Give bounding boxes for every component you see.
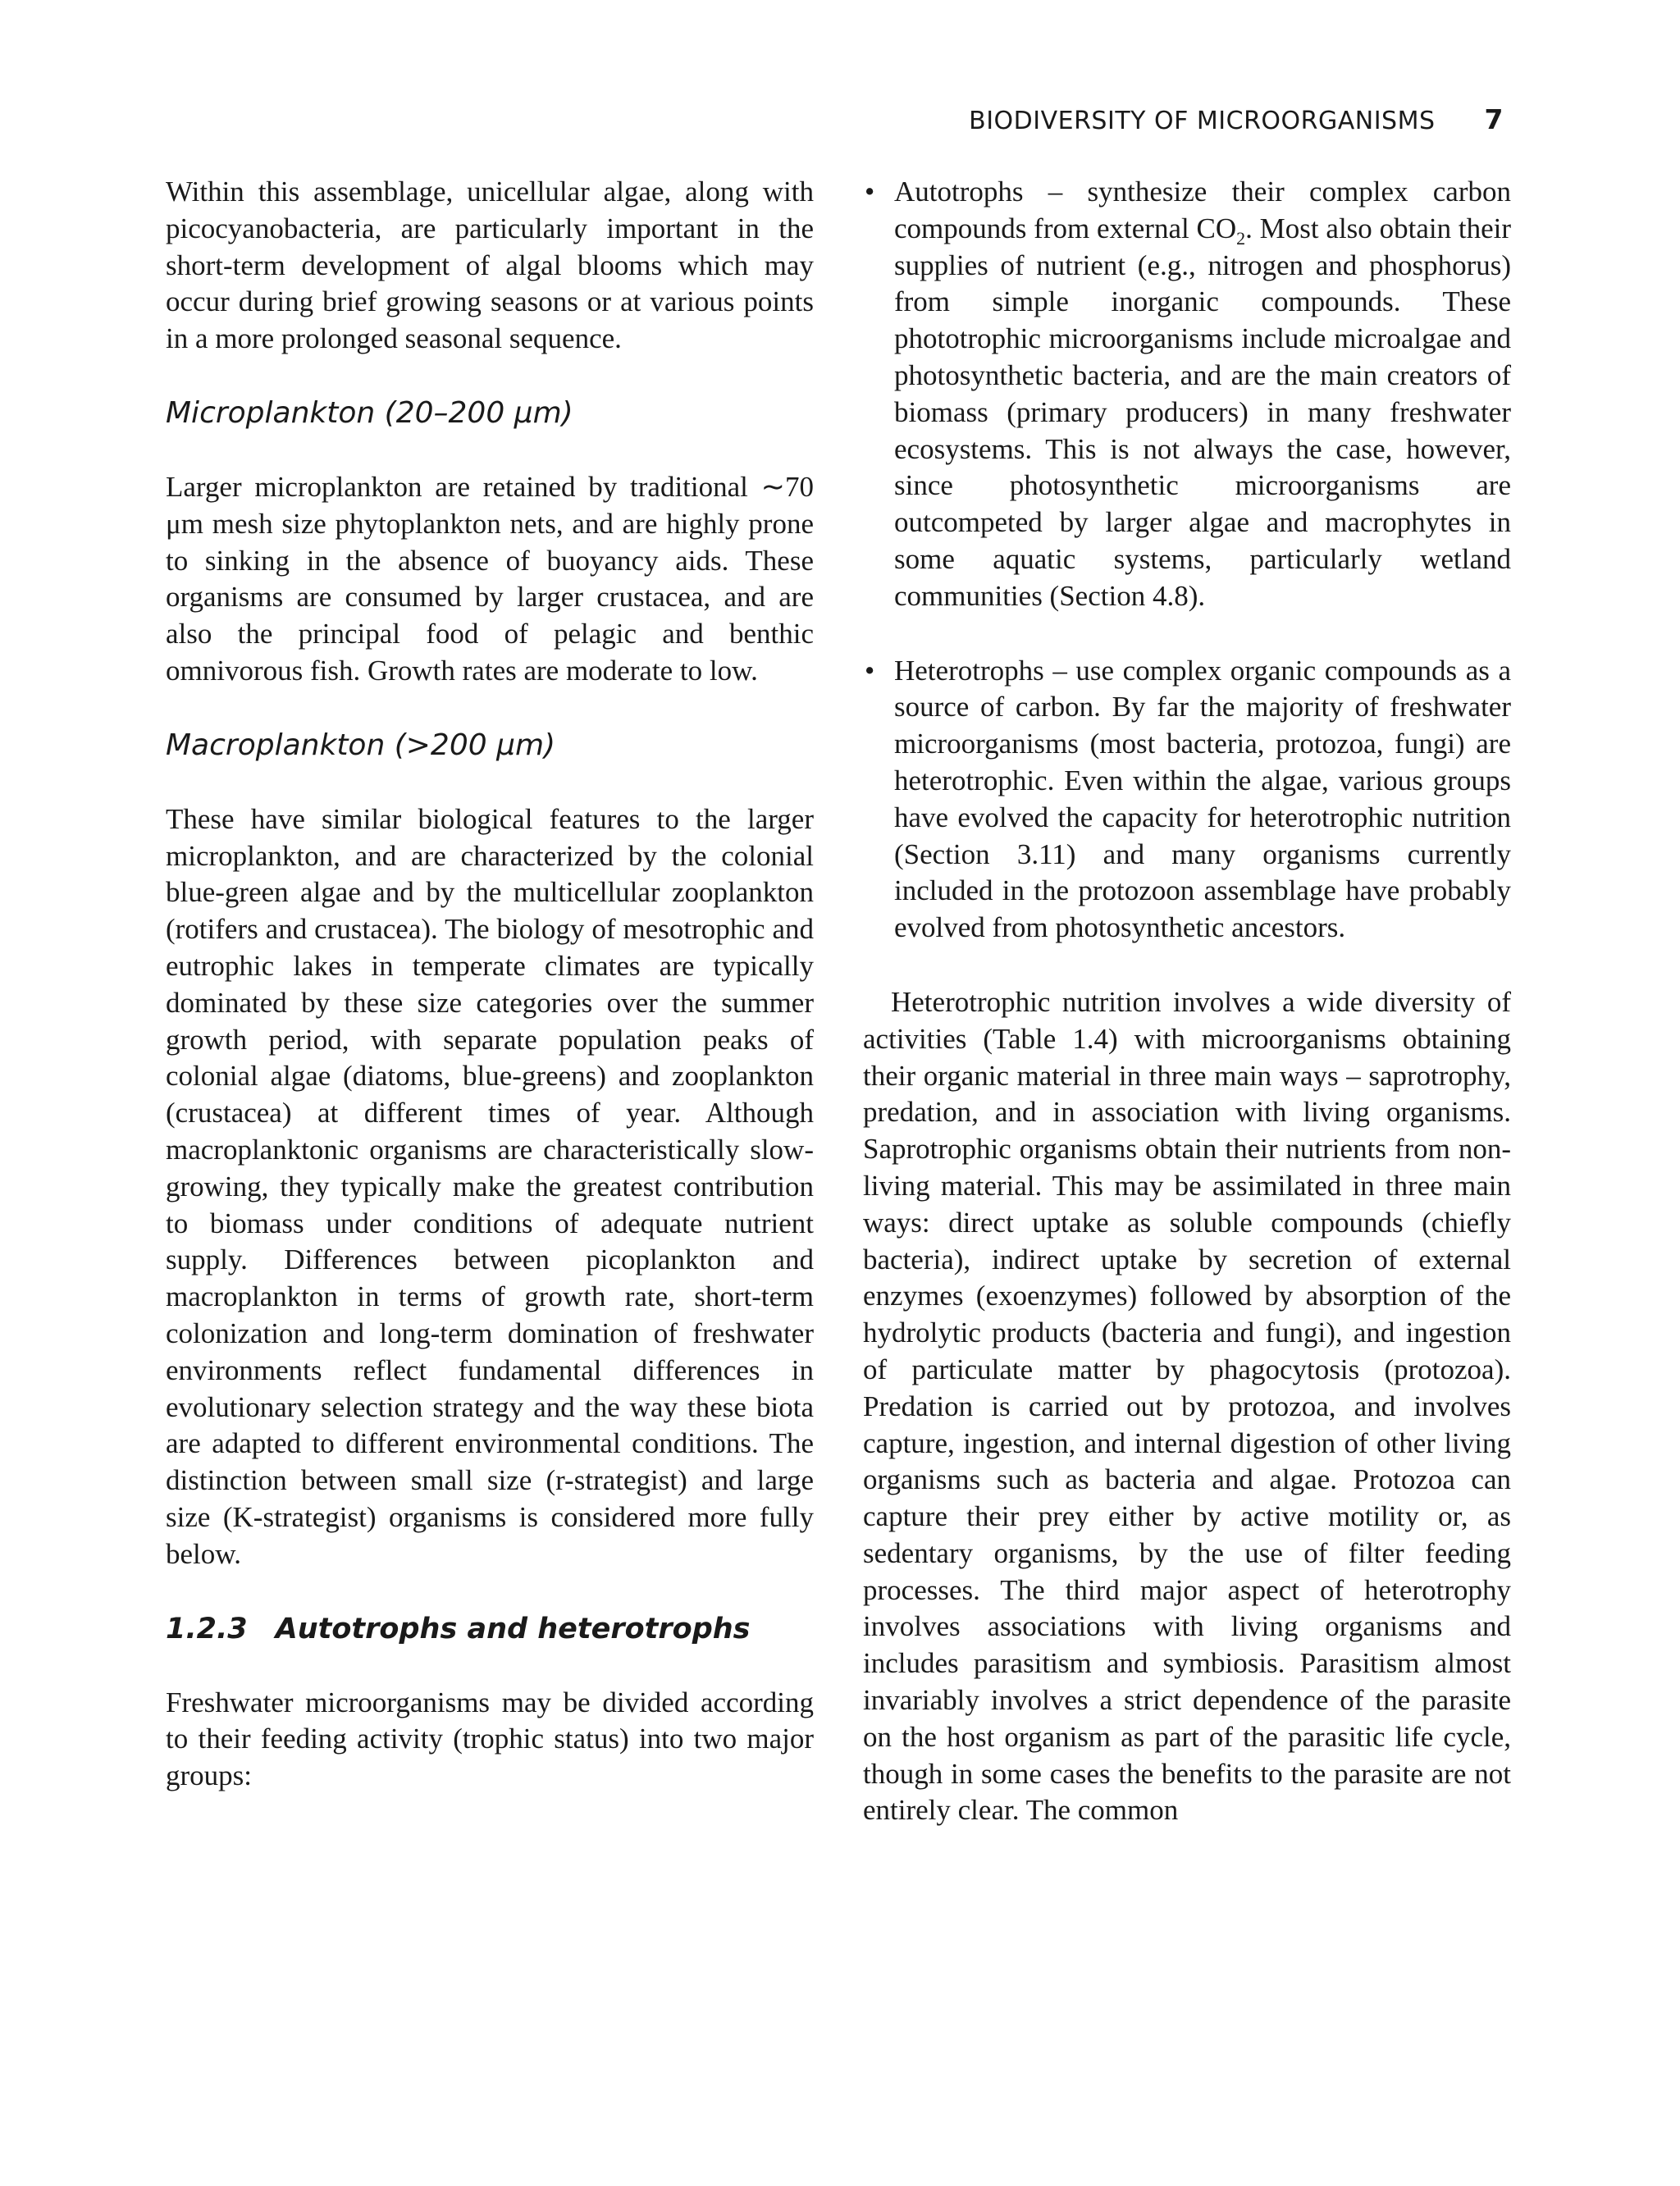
left-column (166, 174, 814, 1795)
bullet-autotrophs-text: Autotrophs – synthesize their complex carbon compounds from external $CO_2$. Most also obtain their supplies of nutrient (e.g., nitrogen and phosphorus) from simple inorganic compounds. These phototrophic microorganisms include microalgae and photosynthetic bacteria, and are the main creators of biomass (primary producers) in many freshwater ecosystems. This is not always the case, however, since photosynthetic microorganisms are outcompeted by larger algae and macrophytes in some aquatic systems, particularly wetland communities (Section 4.8). (894, 176, 1512, 612)
page-number: 7 (1484, 103, 1504, 135)
section-number: 1.2.3 (166, 1612, 248, 1645)
running-title: BIODIVERSITY OF MICROORGANISMS (969, 107, 1436, 135)
paragraph-heterotrophic-nutrition: Heterotrophic nutrition involves a wide diversity of activities (Table 1.4) with microorganisms obtaining their organic material in three main ways – saprotrophy, predation, and in association with living organisms. Saprotrophic organisms obtain their nutrients from non-living material. This may be assimilated in three main ways: direct uptake as soluble compounds (chiefly bacteria), indirect uptake by secretion of external enzymes (exoenzymes) followed by absorption of the hydrolytic products (bacteria and fungi), and ingestion of particulate matter by phagocytosis (protozoa). Predation is carried out by protozoa, and involves capture, ingestion, and internal digestion of other living organisms such as bacteria and algae. Protozoa can capture their prey either by active motility or, as sedentary organisms, by the use of filter feeding processes. The third major aspect of heterotrophy involves associations with living organisms and includes parasitism and symbiosis. Parasitism almost invariably involves a strict dependence of the parasite on the host organism as part of the parasitic life cycle, though in some cases the benefits to the parasite are not entirely clear. The common (863, 985, 1511, 1827)
bullet-heterotrophs (863, 653, 1511, 947)
paragraph-trophic-groups: Freshwater microorganisms may be divided according to their feeding activity (trophic status) into two major groups: (166, 1686, 814, 1792)
bullet-dot: • (865, 654, 875, 687)
bullet-dot: • (865, 176, 875, 208)
section-heading (166, 1611, 814, 1647)
paragraph-macroplankton: These have similar biological features to the larger microplankton, and are characterized by the colonial blue-green algae and by the multicellular zooplankton (rotifers and crustacea). The biology of mesotrophic and eutrophic lakes in temperate climates are typically dominated by these size categories over the summer growth period, with separate population peaks of colonial algae (diatoms, blue-greens) and zooplankton (crustacea) at different times of year. Although macroplanktonic organisms are characteristically slow-growing, they typically make the greatest contribution to biomass under conditions of adequate nutrient supply. Differences between picoplankton and macroplankton in terms of growth rate, short-term colonization and long-term domination of freshwater environments reflect fundamental differences in evolutionary selection strategy and the way these biota are adapted to different environmental conditions. The distinction between small size (r-strategist) and large size (K-strategist) organisms is considered more fully below. (166, 802, 814, 1570)
subheading-microplankton: Microplankton (20–200 μm) (166, 395, 573, 430)
subheading-macroplankton: Macroplankton (>200 μm) (166, 728, 556, 762)
bullet-heterotrophs-text: Heterotrophs – use complex organic compounds as a source of carbon. By far the majority of freshwater microorganisms (most bacteria, protozoa, fungi) are heterotrophic. Even within the algae, various groups have evolved the capacity for heterotrophic nutrition (Section 3.11) and many organisms currently included in the protozoon assemblage have probably evolved from photosynthetic ancestors. (894, 654, 1511, 944)
running-header (969, 103, 1504, 135)
paragraph-microplankton: Larger microplankton are retained by traditional ∼70 μm mesh size phytoplankton nets, and are highly prone to sinking in the absence of buoyancy aids. These organisms are consumed by larger crustacea, and are also the principal food of pelagic and benthic omnivorous fish. Growth rates are moderate to low. (166, 470, 814, 687)
section-title: Autotrophs and heterotrophs (275, 1612, 751, 1645)
paragraph-assemblage: Within this assemblage, unicellular algae, along with picocyanobacteria, are particularly important in the short-term development of algal blooms which may occur during brief growing seasons or at various points in a more prolonged seasonal sequence. (166, 176, 814, 355)
right-column (863, 174, 1511, 1829)
bullet-autotrophs (863, 174, 1511, 615)
